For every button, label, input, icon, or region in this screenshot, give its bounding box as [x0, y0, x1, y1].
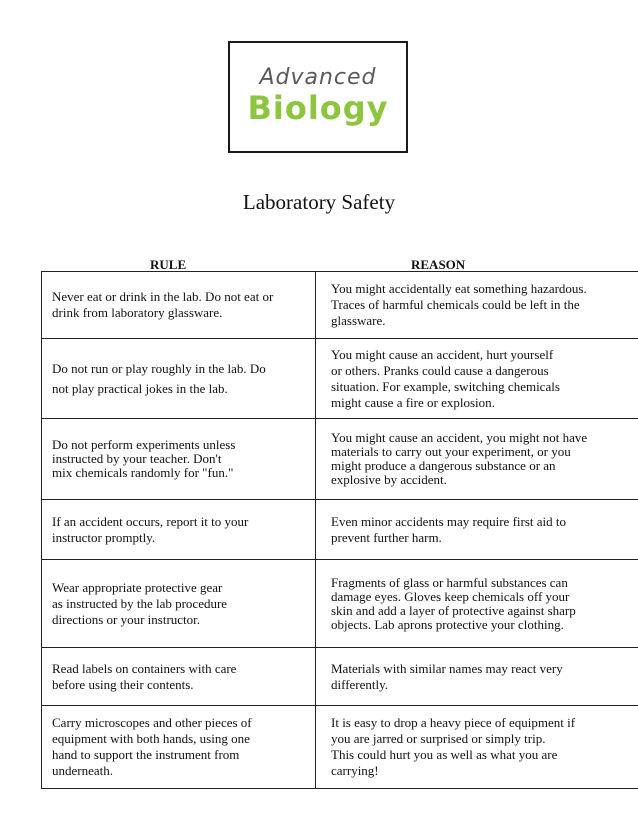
rule-cell: Read labels on containers with care before using their contents.	[42, 648, 316, 706]
table-row	[42, 272, 638, 339]
logo-advanced-text: Advanced	[259, 65, 377, 90]
reason-column-header: REASON	[411, 257, 466, 272]
rule-cell: If an accident occurs, report it to your instructor promptly.	[42, 500, 316, 560]
reason-cell: You might cause an accident, hurt yourself or others. Pranks could cause a dangerous situation. For example, switching chemicals might cause a fire or explosion.	[316, 339, 638, 419]
logo	[228, 41, 408, 153]
reason-cell: Fragments of glass or harmful substances can damage eyes. Gloves keep chemicals off your skin and add a layer of protective against sharp objects. Lab aprons protective your clothing.	[316, 560, 638, 648]
table-row	[42, 419, 638, 500]
rule-cell: Do not perform experiments unless instructed by your teacher. Don't mix chemicals randomly for "fun."	[42, 419, 316, 500]
table-row	[42, 706, 638, 789]
reason-cell: It is easy to drop a heavy piece of equipment if you are jarred or surprised or simply trip. This could hurt you as well as what you are carrying!	[316, 706, 638, 789]
table-row	[42, 339, 638, 419]
rule-cell: Carry microscopes and other pieces of equipment with both hands, using one hand to support the instrument from underneath.	[42, 706, 316, 789]
reason-cell: You might accidentally eat something hazardous. Traces of harmful chemicals could be left in the glassware.	[316, 272, 638, 339]
rule-cell: Do not run or play roughly in the lab. Do not play practical jokes in the lab.	[42, 339, 316, 419]
rule-column-header: RULE	[150, 257, 187, 272]
reason-cell: You might cause an accident, you might not have materials to carry out your experiment, or you might produce a dangerous substance or an explosive by accident.	[316, 419, 638, 500]
reason-cell: Materials with similar names may react very differently.	[316, 648, 638, 706]
table-row	[42, 560, 638, 648]
safety-rules-table	[41, 271, 638, 789]
reason-cell: Even minor accidents may require first aid to prevent further harm.	[316, 500, 638, 560]
rule-cell: Wear appropriate protective gear as instructed by the lab procedure directions or your instructor.	[42, 560, 316, 648]
page-title: Laboratory Safety	[242, 190, 396, 214]
table-row	[42, 500, 638, 560]
logo-biology-text: Biology	[247, 89, 389, 127]
table-row	[42, 648, 638, 706]
rule-cell: Never eat or drink in the lab. Do not eat or drink from laboratory glassware.	[42, 272, 316, 339]
